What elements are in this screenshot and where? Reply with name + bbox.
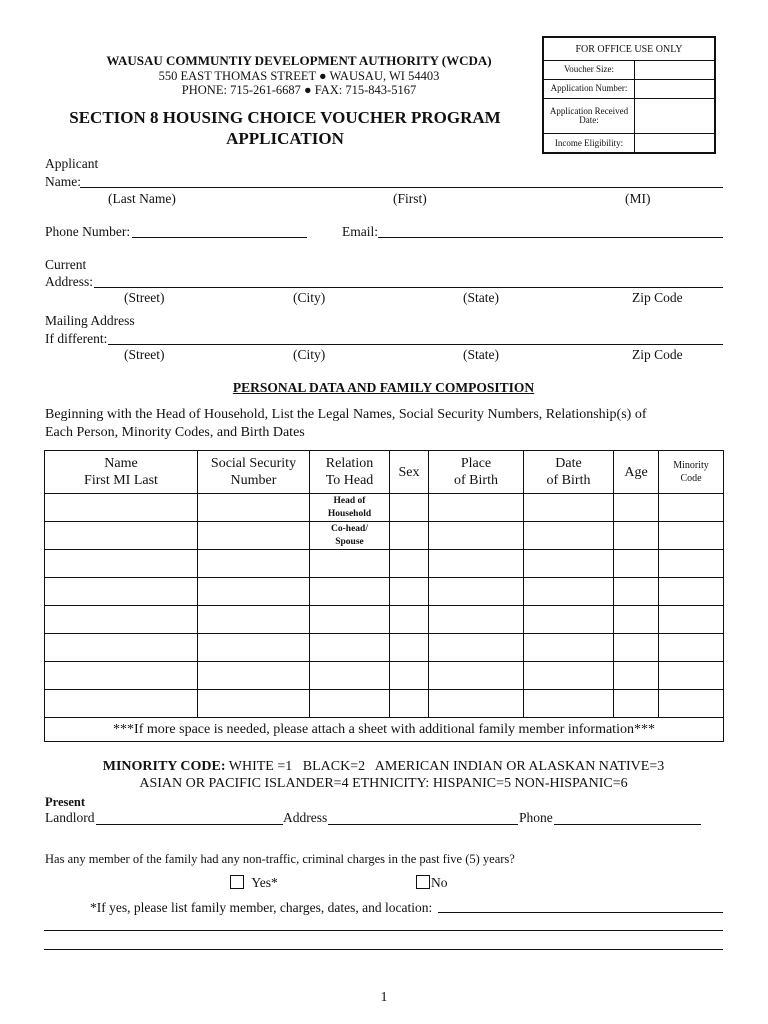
no-label: No [431,875,448,890]
col-minority-code-header: Minority Code [659,451,724,494]
current-street-caption: (Street) [124,290,165,305]
col-place-of-birth-header: Place of Birth [429,451,524,494]
page-number: 1 [380,990,388,1005]
first-name-caption: (First) [393,191,427,206]
current-city-caption: (City) [293,290,326,305]
family-section-heading: PERSONAL DATA AND FAMILY COMPOSITION [232,380,535,395]
mailing-city-caption: (City) [293,347,326,362]
col-relation-header: Relation To Head [310,451,390,494]
current-address-label: Address: [45,274,93,289]
office-use-title: FOR OFFICE USE ONLY [544,38,715,61]
form-title-line2: APPLICATION [226,129,344,148]
criminal-details-line-2[interactable] [44,930,723,931]
family-table-header [45,451,724,494]
landlord-line[interactable] [96,824,283,825]
relation-head-of-household: Head of Household [310,494,390,522]
table-row[interactable] [45,634,724,662]
income-eligibility-label: Income Eligibility: [544,134,635,153]
landlord-phone-line[interactable] [554,824,701,825]
family-intro-line2: Each Person, Minority Codes, and Birth Dates [45,425,305,440]
application-number-field[interactable] [635,79,715,98]
email-label: Email: [342,224,378,239]
criminal-if-yes-label: *If yes, please list family member, charges, dates, and location: [90,900,433,915]
col-age-header: Age [614,451,659,494]
table-footnote-row [45,718,724,742]
income-eligibility-field[interactable] [635,134,715,153]
landlord-address-label: Address [283,810,328,825]
table-row[interactable] [45,522,724,550]
applicant-label: Applicant [45,156,99,171]
org-phone-fax: PHONE: 715-261-6687 ● FAX: 715-843-5167 [181,83,417,97]
current-address-line[interactable] [94,287,723,288]
table-row[interactable] [45,550,724,578]
mailing-label: Mailing Address [45,313,135,328]
minority-code-label: MINORITY CODE: [102,759,226,774]
table-row[interactable] [45,690,724,718]
col-ssn-header: Social Security Number [198,451,310,494]
current-zip-caption: Zip Code [632,290,683,305]
landlord-phone-label: Phone [519,810,553,825]
last-name-caption: (Last Name) [108,191,176,206]
col-name-header: Name First MI Last [45,451,198,494]
table-row[interactable] [45,662,724,690]
table-row[interactable] [45,578,724,606]
no-checkbox[interactable] [416,875,430,889]
mailing-address-line[interactable] [108,344,723,345]
relation-co-head-spouse: Co-head/ Spouse [310,522,390,550]
org-name: WAUSAU COMMUNTIY DEVELOPMENT AUTHORITY (WCDA) [106,53,492,68]
minority-code-line2: ASIAN OR PACIFIC ISLANDER=4 ETHNICITY: HISPANIC=5 NON-HISPANIC=6 [139,776,628,791]
family-intro-line1: Beginning with the Head of Household, List the Legal Names, Social Security Numbers, Relationship(s) of [45,407,647,422]
present-label: Present [45,795,86,809]
form-title-line1: SECTION 8 HOUSING CHOICE VOUCHER PROGRAM [69,108,501,127]
if-different-label: If different: [45,331,108,346]
yes-checkbox[interactable] [230,875,244,889]
criminal-yes-option[interactable] [230,875,278,891]
landlord-address-line[interactable] [328,824,518,825]
minority-code-line1 [44,759,723,775]
voucher-size-field[interactable] [635,61,715,80]
current-label: Current [45,257,87,272]
application-number-label: Application Number: [544,79,635,98]
col-date-of-birth-header: Date of Birth [524,451,614,494]
criminal-details-line-3[interactable] [44,949,723,950]
mailing-state-caption: (State) [463,347,499,362]
voucher-size-label: Voucher Size: [544,61,635,80]
family-table [44,450,724,742]
applicant-name-line[interactable] [80,187,723,188]
yes-label: Yes* [251,875,278,890]
col-sex-header: Sex [390,451,429,494]
email-line[interactable] [378,237,723,238]
current-state-caption: (State) [463,290,499,305]
office-use-box [542,36,716,154]
minority-code-values: WHITE =1 BLACK=2 AMERICAN INDIAN OR ALASKAN NATIVE=3 [225,759,665,774]
table-footnote: ***If more space is needed, please attach a sheet with additional family member information*** [45,718,724,742]
criminal-details-line-1[interactable] [438,912,723,913]
criminal-no-option[interactable] [416,875,448,891]
landlord-label: Landlord [45,810,95,825]
mailing-zip-caption: Zip Code [632,347,683,362]
mi-caption: (MI) [625,191,651,206]
phone-label: Phone Number: [45,224,131,239]
table-row[interactable] [45,606,724,634]
mailing-street-caption: (Street) [124,347,165,362]
table-row[interactable] [45,494,724,522]
criminal-question: Has any member of the family had any non-traffic, criminal charges in the past five (5) years? [45,852,515,866]
name-label: Name: [45,174,81,189]
application-date-label: Application Received Date: [544,98,635,134]
phone-line[interactable] [132,237,307,238]
application-date-field[interactable] [635,98,715,134]
org-address: 550 EAST THOMAS STREET ● WAUSAU, WI 54403 [158,69,440,83]
